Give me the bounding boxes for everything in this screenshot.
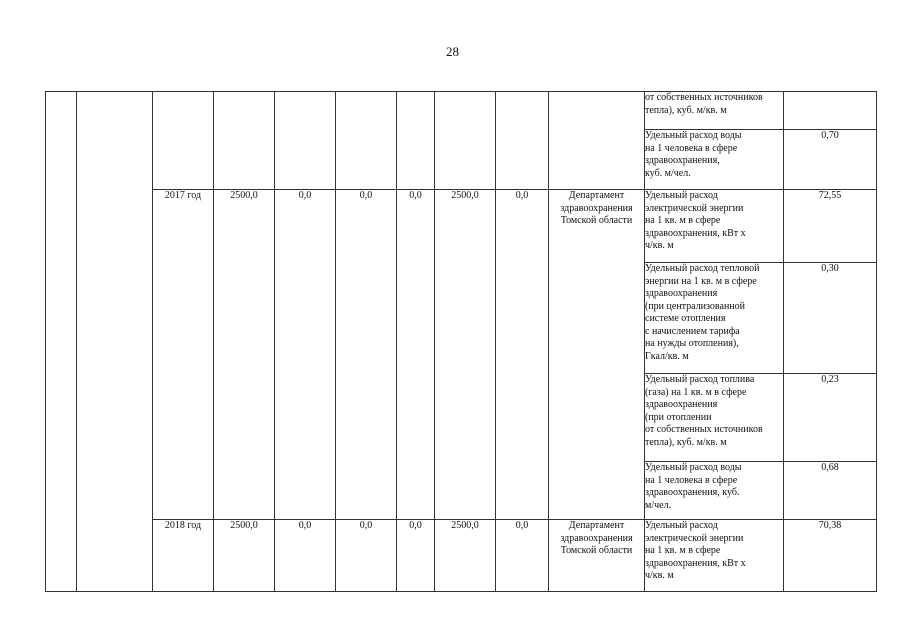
indicator-line: Гкал/кв. м xyxy=(645,350,689,362)
indicator-line: электрической энергии xyxy=(645,202,744,214)
indicator-line: Удельный расход xyxy=(645,520,718,531)
indicator-line: Удельный расход воды xyxy=(645,462,742,473)
indicator-line: энергии на 1 кв. м в сфере xyxy=(645,275,757,287)
value-cell xyxy=(784,92,877,130)
department-line: Департамент xyxy=(568,520,625,531)
program-table xyxy=(45,91,877,592)
indicator-line: системе отопления xyxy=(645,313,726,324)
department-line: Департамент xyxy=(568,190,625,201)
indicator-cell xyxy=(645,374,784,462)
indicator-line: (при централизованной xyxy=(645,300,746,312)
cell-empty xyxy=(336,92,397,190)
indicator-line: на 1 кв. м в сфере xyxy=(645,215,721,226)
indicator-line: тепла), куб. м/кв. м xyxy=(645,104,727,116)
indicator-line: Удельный расход тепловой xyxy=(645,263,760,274)
amount-cell: 0,0 xyxy=(397,520,435,592)
cell-empty xyxy=(496,92,549,190)
table-row xyxy=(46,520,877,592)
indicator-line: от собственных источников xyxy=(645,424,763,435)
indicator-line: м/чел. xyxy=(645,499,672,511)
department-line: здравоохранения xyxy=(560,202,633,214)
department-line: здравоохранения xyxy=(560,532,633,544)
cell-empty xyxy=(397,92,435,190)
department-line: Томской области xyxy=(560,545,633,556)
cell-task xyxy=(77,92,153,592)
cell-year-empty xyxy=(153,92,214,190)
indicator-cell xyxy=(645,520,784,592)
indicator-line: Удельный расход xyxy=(645,190,718,201)
value-cell: 0,30 xyxy=(784,263,877,374)
department-cell xyxy=(549,190,645,520)
cell-empty xyxy=(275,92,336,190)
indicator-line: ч/кв. м xyxy=(645,570,674,581)
indicator-line: Удельный расход воды xyxy=(645,130,742,141)
amount-cell: 2500,0 xyxy=(435,520,496,592)
amount-cell: 0,0 xyxy=(275,190,336,520)
cell-empty xyxy=(549,92,645,190)
value-cell: 72,55 xyxy=(784,190,877,263)
amount-cell: 2500,0 xyxy=(435,190,496,520)
amount-cell: 0,0 xyxy=(336,190,397,520)
indicator-line: на нужды отопления), xyxy=(645,338,739,349)
indicator-line: Удельный расход топлива xyxy=(645,374,755,385)
amount-cell: 0,0 xyxy=(336,520,397,592)
indicator-line: здравоохранения xyxy=(645,399,718,410)
table-row xyxy=(46,190,877,263)
department-line: Томской области xyxy=(560,215,633,226)
value-cell: 0,68 xyxy=(784,462,877,520)
cell-index xyxy=(46,92,77,592)
indicator-line: здравоохранения xyxy=(645,288,718,299)
indicator-line: здравоохранения, кВт x xyxy=(645,227,746,239)
amount-cell: 0,0 xyxy=(397,190,435,520)
indicator-cell xyxy=(645,190,784,263)
indicator-line: тепла), куб. м/кв. м xyxy=(645,436,727,448)
indicator-cell xyxy=(645,92,784,130)
amount-cell: 2500,0 xyxy=(214,190,275,520)
year-cell: 2017 год xyxy=(153,190,214,520)
value-cell: 0,70 xyxy=(784,130,877,190)
amount-cell: 0,0 xyxy=(496,190,549,520)
indicator-line: здравоохранения, кВт x xyxy=(645,557,746,569)
cell-empty xyxy=(435,92,496,190)
page-number: 28 xyxy=(446,44,459,59)
indicator-line: здравоохранения, xyxy=(645,155,720,166)
cell-empty xyxy=(214,92,275,190)
indicator-line: куб. м/чел. xyxy=(645,167,691,179)
indicator-cell xyxy=(645,462,784,520)
indicator-line: (газа) на 1 кв. м в сфере xyxy=(645,386,747,398)
amount-cell: 0,0 xyxy=(275,520,336,592)
indicator-line: на 1 человека в сфере xyxy=(645,142,738,154)
indicator-line: электрической энергии xyxy=(645,532,744,544)
value-cell: 0,23 xyxy=(784,374,877,462)
department-cell xyxy=(549,520,645,592)
indicator-cell xyxy=(645,263,784,374)
indicator-line: здравоохранения, куб. xyxy=(645,487,740,498)
amount-cell: 2500,0 xyxy=(214,520,275,592)
value-cell: 70,38 xyxy=(784,520,877,592)
amount-cell: 0,0 xyxy=(496,520,549,592)
indicator-line: на 1 кв. м в сфере xyxy=(645,545,721,556)
indicator-line: от собственных источников xyxy=(645,92,763,103)
indicator-line: ч/кв. м xyxy=(645,240,674,251)
indicator-line: (при отоплении xyxy=(645,411,712,423)
indicator-line: на 1 человека в сфере xyxy=(645,474,738,486)
year-cell: 2018 год xyxy=(153,520,214,592)
table-row xyxy=(46,92,877,130)
indicator-line: с начислением тарифа xyxy=(645,325,740,337)
indicator-cell xyxy=(645,130,784,190)
